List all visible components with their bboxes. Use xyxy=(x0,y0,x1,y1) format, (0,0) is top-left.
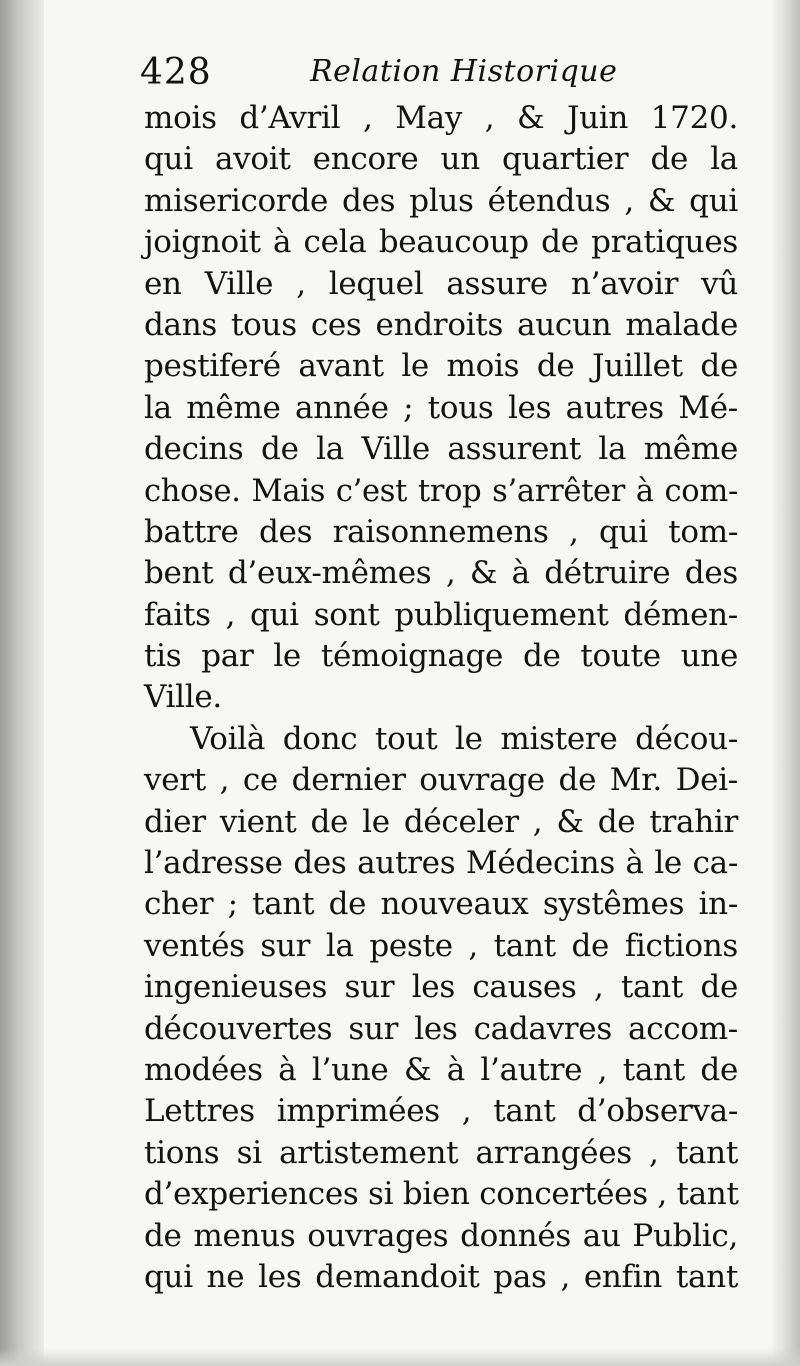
page-number: 428 xyxy=(140,52,212,93)
text-line: vert , ce dernier ouvrage de Mr. Dei- xyxy=(144,762,738,799)
text-line: Ville. xyxy=(144,679,222,716)
page-edge-shadow xyxy=(770,0,800,1366)
text-line: battre des raisonnemens , qui tom- xyxy=(144,513,738,550)
text-line: ventés sur la peste , tant de fictions xyxy=(144,927,738,964)
text-line: dier vient de le déceler , & de trahir xyxy=(144,803,738,840)
page-bottom-shadow xyxy=(0,1348,800,1366)
text-line: misericorde des plus étendus , & qui xyxy=(144,182,738,219)
text-line: mois d’Avril , May , & Juin 1720. xyxy=(144,100,738,136)
text-line: qui ne les demandoit pas , enfin tant xyxy=(144,1258,738,1295)
page-gutter-shadow xyxy=(0,0,44,1366)
text-line: joignoit à cela beaucoup de pratiques xyxy=(144,224,738,261)
text-line: pestiferé avant le mois de Juillet de xyxy=(144,348,738,385)
text-line: qui avoit encore un quartier de la xyxy=(144,141,738,178)
text-line: Voilà donc tout le mistere décou- xyxy=(190,720,738,757)
text-line: cher ; tant de nouveaux systêmes in- xyxy=(144,886,738,923)
text-line: bent d’eux-mêmes , & à détruire des xyxy=(144,555,738,592)
text-line: decins de la Ville assurent la même xyxy=(144,431,738,468)
text-line: dans tous ces endroits aucun malade xyxy=(144,306,738,343)
text-line: découvertes sur les cadavres accom- xyxy=(144,1010,738,1047)
body-text xyxy=(144,98,738,1298)
text-line: Lettres imprimées , tant d’observa- xyxy=(144,1093,738,1130)
text-line: ingenieuses sur les causes , tant de xyxy=(144,969,738,1006)
text-line: la même année ; tous les autres Mé- xyxy=(144,389,738,426)
text-line: tions si artistement arrangées , tant xyxy=(144,1134,738,1171)
text-line: de menus ouvrages donnés au Public, xyxy=(144,1217,738,1254)
running-title: Relation Historique xyxy=(310,54,618,89)
text-line: chose. Mais c’est trop s’arrêter à com- xyxy=(144,473,738,509)
text-line: en Ville , lequel assure n’avoir vû xyxy=(144,265,738,302)
text-line: modées à l’une & à l’autre , tant de xyxy=(144,1051,738,1088)
page-header xyxy=(140,50,740,100)
text-line: l’adresse des autres Médecins à le ca- xyxy=(144,845,738,882)
text-line: faits , qui sont publiquement démen- xyxy=(144,596,738,633)
text-line: tis par le témoignage de toute une xyxy=(144,638,738,675)
text-line: d’experiences si bien concertées , tant xyxy=(144,1176,739,1213)
